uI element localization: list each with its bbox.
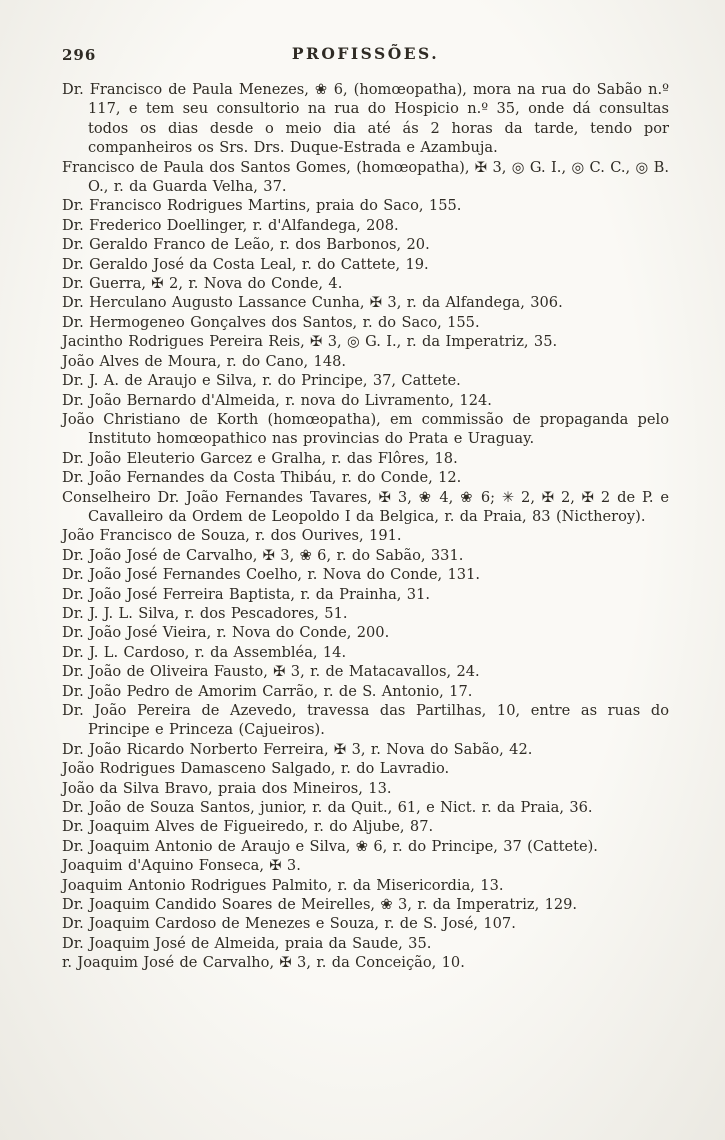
directory-entry: Dr. João José Ferreira Baptista, r. da Prainha, 31. (62, 585, 431, 603)
directory-entry: Joaquim d'Aquino Fonseca, ✠ 3. (62, 857, 301, 875)
directory-entry: Dr. Guerra, ✠ 2, r. Nova do Conde, 4. (62, 275, 343, 293)
directory-entry: Dr. Joaquim Alves de Figueiredo, r. do Aljube, 87. (62, 818, 434, 836)
directory-entry: Dr. Frederico Doellinger, r. d'Alfandega, 208. (62, 216, 399, 234)
directory-entry: Dr. Joaquim Cardoso de Menezes e Souza, r. de S. José, 107. (62, 915, 516, 933)
directory-entry: Dr. João de Oliveira Fausto, ✠ 3, r. de Matacavallos, 24. (62, 663, 480, 681)
directory-entry: Dr. João Eleuterio Garcez e Gralha, r. das Flôres, 18. (62, 449, 458, 467)
directory-entry: João Francisco de Souza, r. dos Ourives, 191. (62, 527, 402, 545)
directory-entry: Conselheiro Dr. João Fernandes Tavares, ✠ 3, ❀ 4, ❀ 6; ✳ 2, ✠ 2, ✠ 2 de P. e Cavalleiro da Ordem de Leopoldo I da Belgica, r. da Praia, 83 (Nictheroy). (62, 488, 669, 525)
directory-entry: Dr. João Fernandes da Costa Thibáu, r. do Conde, 12. (62, 469, 462, 487)
page-header-title: PROFISSÕES. (291, 44, 440, 63)
directory-entry: Jacintho Rodrigues Pereira Reis, ✠ 3, ◎ G. I., r. da Imperatriz, 35. (62, 333, 558, 351)
directory-entry: João Rodrigues Damasceno Salgado, r. do Lavradio. (62, 760, 450, 778)
directory-entry: Dr. J. L. Cardoso, r. da Assembléa, 14. (62, 643, 347, 661)
directory-entry: João da Silva Bravo, praia dos Mineiros, 13. (62, 779, 392, 797)
directory-entry: Dr. Joaquim Antonio de Araujo e Silva, ❀ 6, r. do Principe, 37 (Cattete). (62, 837, 598, 855)
directory-entry: Dr. João Pereira de Azevedo, travessa das Partilhas, 10, entre as ruas do Principe e Princeza (Cajueiros). (62, 702, 669, 739)
entry-list (62, 80, 669, 973)
directory-entry: Dr. Joaquim José de Almeida, praia da Saude, 35. (62, 934, 432, 952)
directory-entry: r. Joaquim José de Carvalho, ✠ 3, r. da Conceição, 10. (62, 954, 465, 972)
directory-entry: João Christiano de Korth (homœopatha), em commissão de propaganda pelo Instituto homœopathico nas provincias do Prata e Uraguay. (62, 410, 669, 448)
directory-entry: Dr. J. J. L. Silva, r. dos Pescadores, 51. (62, 604, 348, 622)
directory-entry: Dr. Geraldo Franco de Leão, r. dos Barbonos, 20. (62, 236, 430, 254)
directory-entry: Dr. Francisco Rodrigues Martins, praia do Saco, 155. (62, 197, 462, 215)
directory-entry: Dr. João Bernardo d'Almeida, r. nova do Livramento, 124. (62, 391, 492, 409)
directory-entry: Francisco de Paula dos Santos Gomes, (homœopatha), ✠ 3, ◎ G. I., ◎ C. C., ◎ B. O., r. da Guarda Velha, 37. (62, 158, 669, 196)
directory-entry: Dr. J. A. de Araujo e Silva, r. do Principe, 37, Cattete. (62, 372, 461, 390)
directory-entry: Dr. Francisco de Paula Menezes, ❀ 6, (homœopatha), mora na rua do Sabão n.º 117, e tem seu consultorio na rua do Hospicio n.º 35, onde dá consultas todos os dias desde o meio dia até ás 2 horas da tarde, tendo por companheiros os Srs. Drs. Duque-Estrada e Azambuja. (62, 81, 669, 157)
directory-entry: Dr. João Ricardo Norberto Ferreira, ✠ 3, r. Nova do Sabão, 42. (62, 740, 533, 758)
directory-entry: Dr. João José Vieira, r. Nova do Conde, 200. (62, 624, 390, 642)
directory-entry: Dr. João Pedro de Amorim Carrão, r. de S. Antonio, 17. (62, 682, 473, 700)
directory-entry: João Alves de Moura, r. do Cano, 148. (62, 352, 347, 370)
directory-entry: Dr. João de Souza Santos, junior, r. da Quit., 61, e Nict. r. da Praia, 36. (62, 799, 593, 817)
directory-entry: Dr. Hermogeneo Gonçalves dos Santos, r. do Saco, 155. (62, 313, 480, 331)
page-number: 296 (62, 46, 97, 64)
directory-entry: Dr. Herculano Augusto Lassance Cunha, ✠ 3, r. da Alfandega, 306. (62, 294, 563, 312)
directory-entry: Dr. Joaquim Candido Soares de Meirelles, ❀ 3, r. da Imperatriz, 129. (62, 896, 578, 914)
directory-entry: Joaquim Antonio Rodrigues Palmito, r. da Misericordia, 13. (62, 876, 504, 894)
directory-entry: Dr. João José de Carvalho, ✠ 3, ❀ 6, r. do Sabão, 331. (62, 546, 464, 564)
page-header (62, 44, 669, 68)
directory-entry: Dr. Geraldo José da Costa Leal, r. do Cattete, 19. (62, 255, 429, 273)
directory-entry: Dr. João José Fernandes Coelho, r. Nova do Conde, 131. (62, 566, 481, 584)
